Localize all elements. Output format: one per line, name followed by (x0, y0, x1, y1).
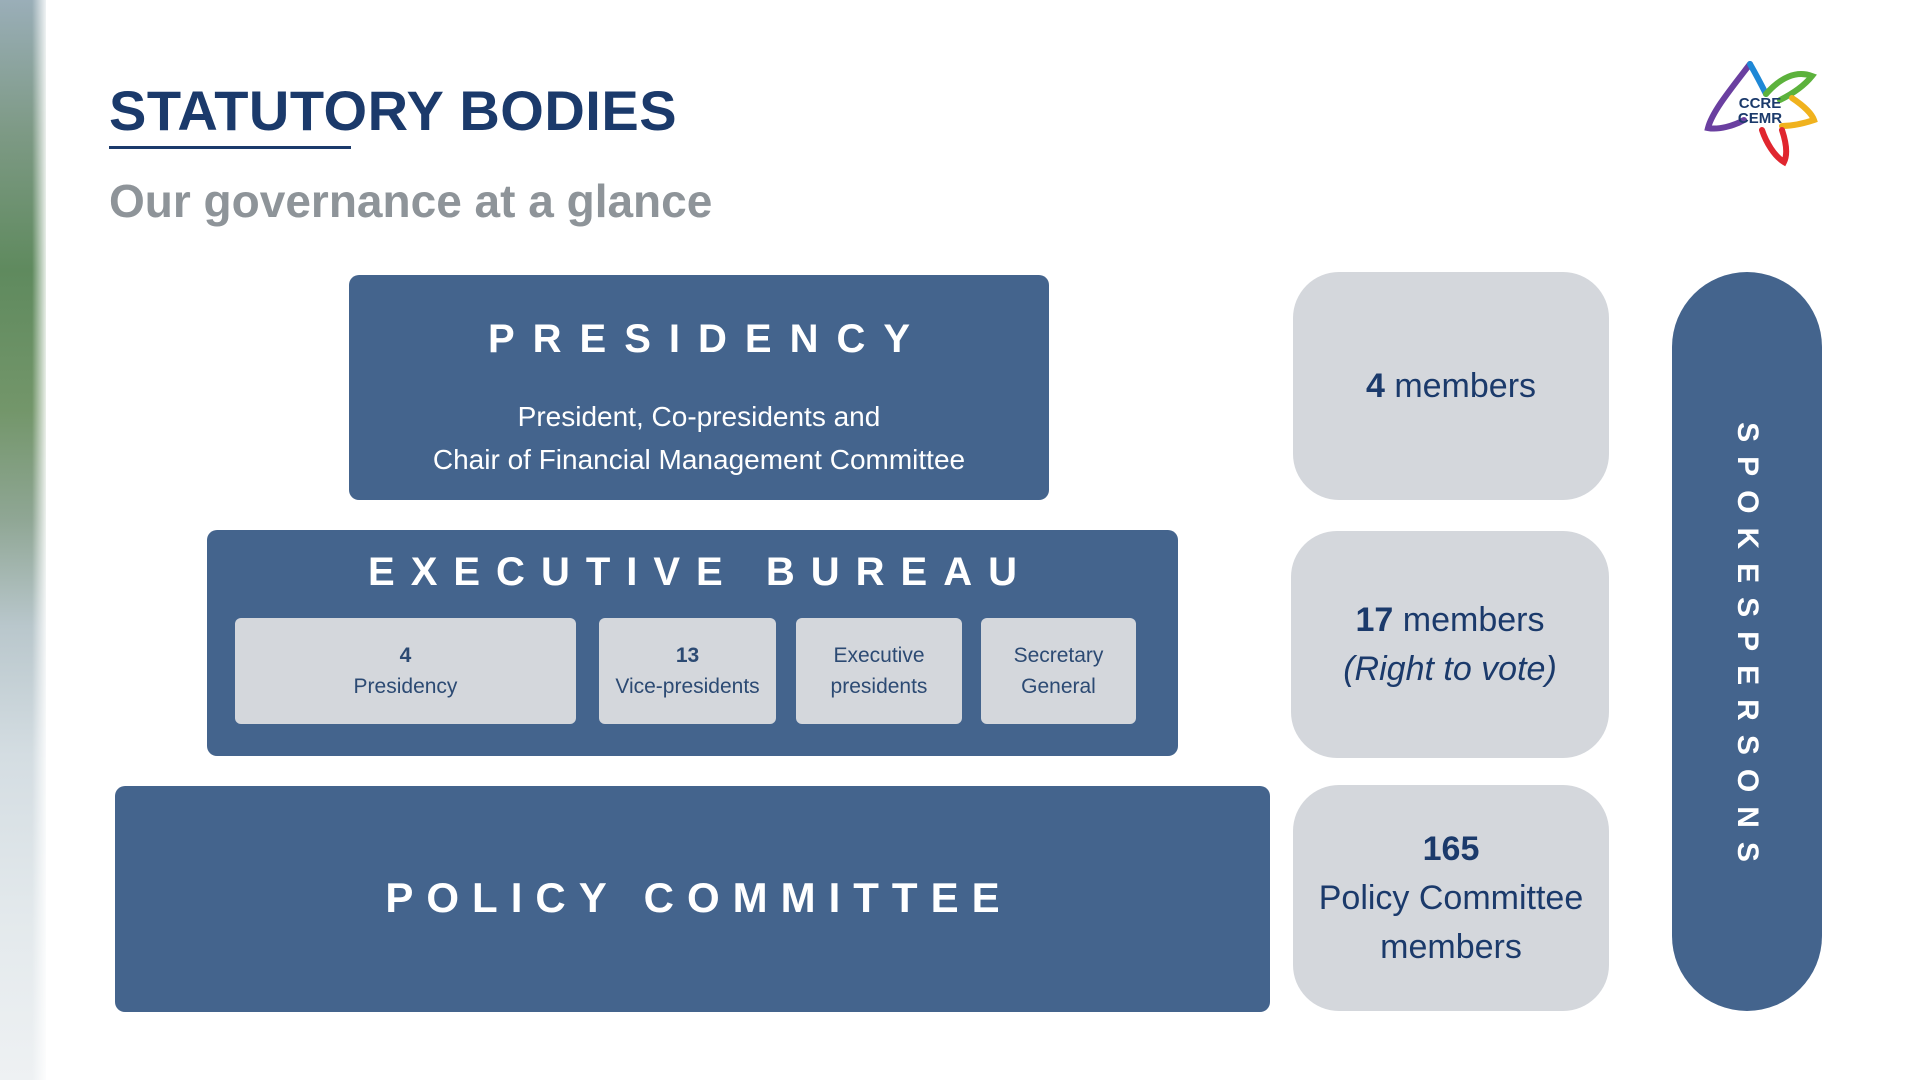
members-note: (Right to vote) (1343, 649, 1557, 688)
ccre-cemr-logo (1700, 50, 1820, 168)
presidency-description-line1: President, Co-presidents and (517, 401, 881, 432)
members-number: 4 (1365, 366, 1385, 405)
presidency-box (349, 275, 1049, 500)
bureau-item-line1: Executive (833, 644, 925, 667)
bureau-item-vice-presidents (599, 618, 776, 724)
presidency-description-line2: Chair of Financial Management Committee (432, 444, 966, 475)
policy-committee-members-count (1293, 785, 1609, 1011)
bureau-item-number: 13 (675, 644, 700, 667)
presidency-description (349, 395, 1049, 481)
spokespersons-bar (1672, 272, 1822, 1011)
members-number: 17 (1355, 600, 1394, 639)
bureau-item-presidency (235, 618, 576, 724)
bureau-members-count (1291, 531, 1609, 758)
executive-bureau-box (207, 530, 1178, 756)
logo-swoosh-yellow (1782, 98, 1814, 126)
logo-swoosh-red (1762, 130, 1786, 162)
bureau-item-executive-presidents (796, 618, 962, 724)
members-line (1356, 596, 1545, 645)
members-number: 165 (1422, 829, 1480, 868)
bureau-item-label: Presidency (353, 675, 458, 698)
members-line1: Policy Committee (1318, 878, 1584, 917)
bureau-item-label: Vice-presidents (615, 675, 760, 698)
title-underline (109, 146, 351, 149)
members-text: members (1402, 600, 1545, 639)
executive-bureau-heading: EXECUTIVE BUREAU (368, 550, 1033, 594)
logo-text-cemr: CEMR (1737, 110, 1783, 127)
bureau-item-secretary-general (981, 618, 1136, 724)
bureau-item-line2: General (1021, 675, 1096, 698)
presidency-members-count (1293, 272, 1609, 500)
bureau-item-number: 4 (399, 644, 412, 667)
page-subtitle: Our governance at a glance (109, 175, 713, 227)
policy-committee-box (115, 786, 1270, 1012)
bureau-item-line2: presidents (830, 675, 928, 698)
bureau-item-line1: Secretary (1013, 644, 1104, 667)
spokespersons-label: SPOKESPERSONS (1731, 421, 1764, 876)
members-line (1366, 362, 1536, 411)
members-line2: members (1380, 927, 1522, 966)
logo-text-ccre: CCRE (1738, 95, 1782, 112)
members-text: members (1394, 366, 1537, 405)
logo-swoosh-blue (1750, 64, 1766, 94)
side-photo-strip (0, 0, 46, 1080)
policy-committee-heading: POLICY COMMITTEE (385, 874, 1013, 921)
presidency-heading: PRESIDENCY (487, 317, 929, 361)
page-title: STATUTORY BODIES (109, 79, 678, 142)
